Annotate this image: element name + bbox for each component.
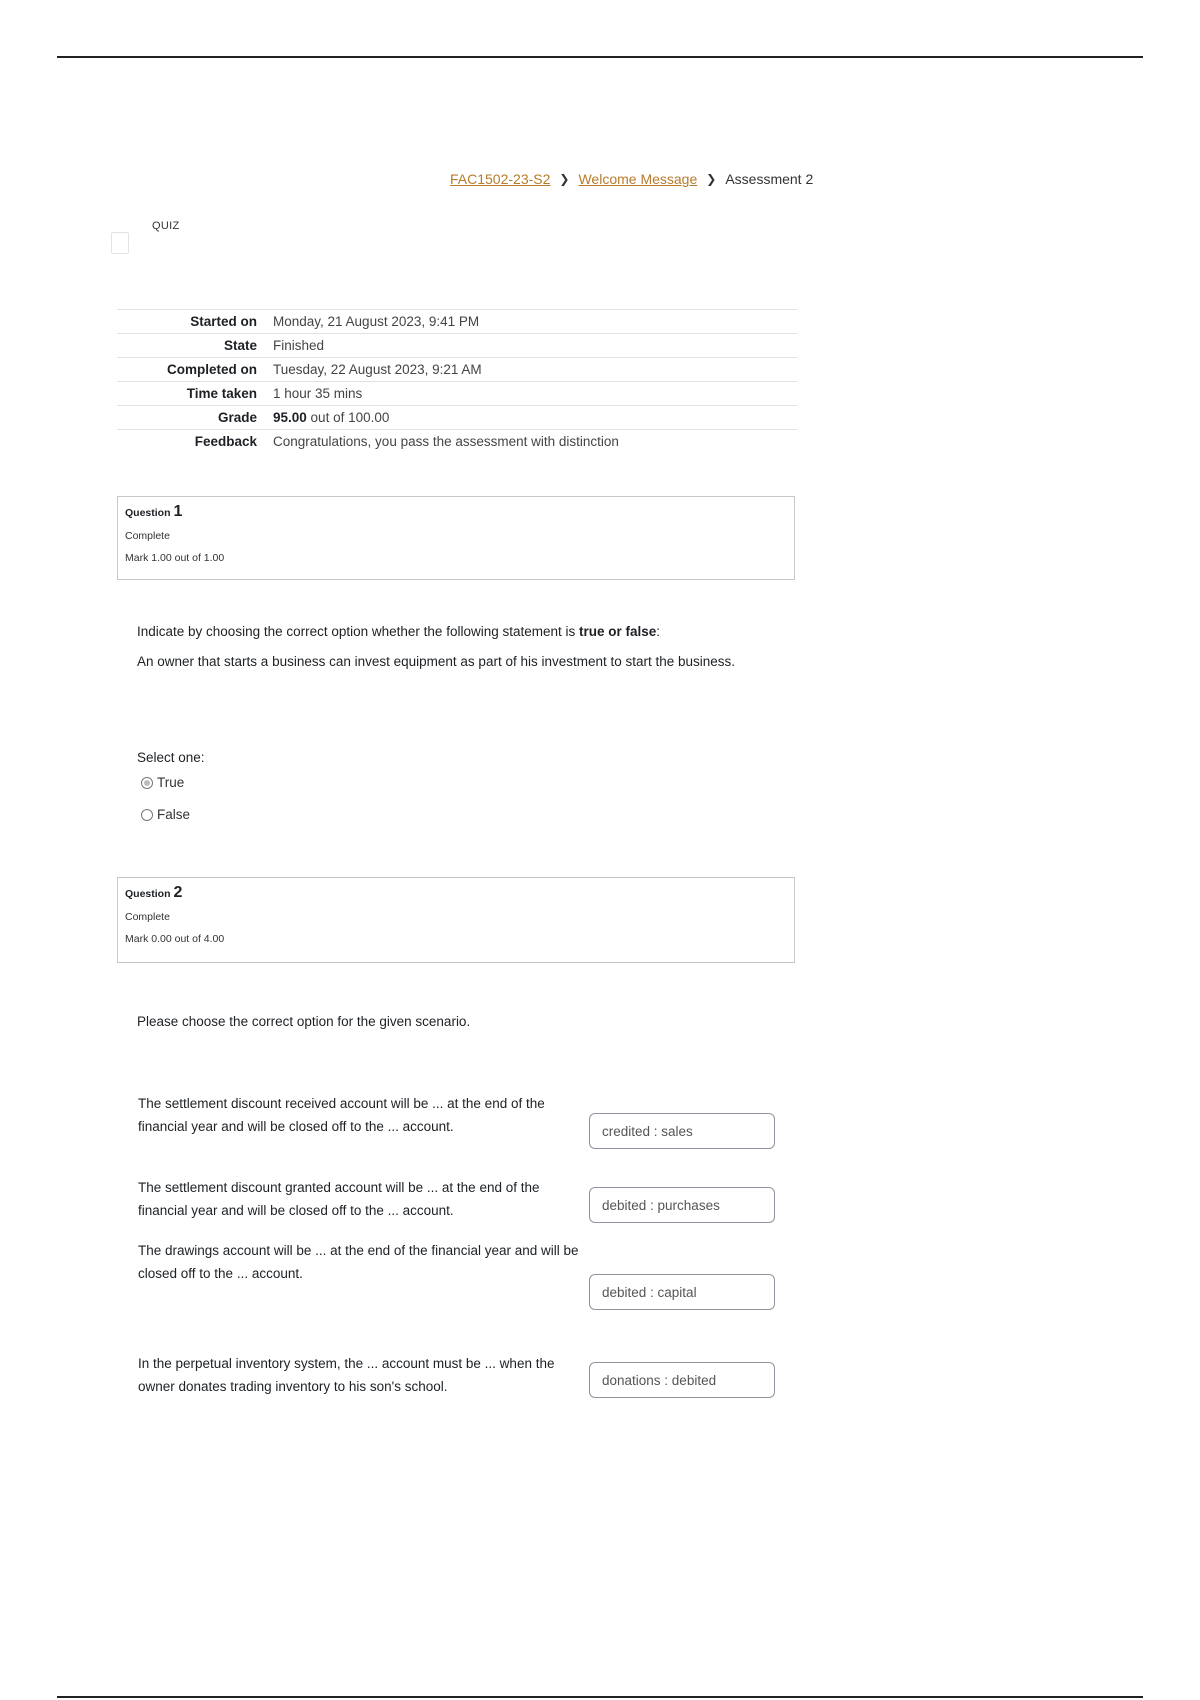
summary-label: Started on xyxy=(190,314,257,329)
attempt-summary-table xyxy=(117,309,797,453)
match-answer-select[interactable]: donations : debited xyxy=(589,1362,775,1398)
match-item-text: The drawings account will be ... at the end of the financial year and will be closed off to the ... account. xyxy=(138,1243,579,1281)
grade-suffix: out of 100.00 xyxy=(306,410,390,425)
option-label: True xyxy=(157,775,185,790)
summary-row-feedback xyxy=(117,430,797,454)
match-item-text: The settlement discount granted account will be ... at the end of the financial year and will be closed off to the ... account. xyxy=(138,1180,540,1218)
prompt-bold-text: true or false xyxy=(579,624,657,639)
option-true[interactable] xyxy=(141,775,184,790)
question-1-info xyxy=(117,496,795,580)
match-item-text: The settlement discount received account will be ... at the end of the financial year and will be closed off to the ... account. xyxy=(138,1096,545,1134)
summary-label: Time taken xyxy=(186,386,257,401)
chevron-right-icon: ❯ xyxy=(706,172,717,186)
summary-row xyxy=(117,334,797,358)
match-answer-select[interactable]: credited : sales xyxy=(589,1113,775,1149)
summary-row-grade xyxy=(117,406,797,430)
match-item-text: In the perpetual inventory system, the ... account must be ... when the owner donates trading inventory to his son's school. xyxy=(138,1356,555,1394)
radio-unchecked-icon[interactable] xyxy=(141,809,153,821)
question-number xyxy=(125,503,787,521)
question-number-value: 1 xyxy=(173,503,183,520)
grade-label: Grade xyxy=(217,410,257,425)
question-mark: Mark 1.00 out of 1.00 xyxy=(125,552,225,564)
question-number-value: 2 xyxy=(173,884,183,901)
question-label: Question xyxy=(125,888,171,900)
page-top-rule xyxy=(57,56,1143,58)
grade-value: 95.00 xyxy=(273,410,307,425)
question-1-statement: An owner that starts a business can invest equipment as part of his investment to start the business. xyxy=(137,654,736,669)
question-2-prompt: Please choose the correct option for the given scenario. xyxy=(137,1014,471,1029)
feedback-label: Feedback xyxy=(194,434,257,449)
quiz-icon xyxy=(111,232,129,254)
question-number xyxy=(125,884,787,902)
summary-value: 1 hour 35 mins xyxy=(273,386,363,401)
option-label: False xyxy=(157,807,191,822)
activity-type-label: QUIZ xyxy=(152,220,180,232)
grade-cell xyxy=(273,406,797,430)
question-label: Question xyxy=(125,507,171,519)
breadcrumb xyxy=(450,171,813,187)
breadcrumb-link-welcome[interactable]: Welcome Message xyxy=(578,171,698,187)
prompt-text: Indicate by choosing the correct option whether the following statement is xyxy=(137,624,579,639)
summary-label: State xyxy=(223,338,257,353)
breadcrumb-current: Assessment 2 xyxy=(725,171,814,187)
select-one-label: Select one: xyxy=(137,750,205,765)
question-2-info xyxy=(117,877,795,963)
question-1-prompt xyxy=(137,620,757,643)
summary-row xyxy=(117,310,797,334)
question-state: Complete xyxy=(125,911,170,923)
match-answer-select[interactable]: debited : purchases xyxy=(589,1187,775,1223)
option-false[interactable] xyxy=(141,807,190,822)
summary-row xyxy=(117,358,797,382)
page-bottom-rule xyxy=(57,1696,1143,1698)
summary-value: Monday, 21 August 2023, 9:41 PM xyxy=(273,314,480,329)
feedback-value: Congratulations, you pass the assessment with distinction xyxy=(273,434,619,449)
question-state: Complete xyxy=(125,530,170,542)
question-mark: Mark 0.00 out of 4.00 xyxy=(125,933,225,945)
radio-checked-icon[interactable] xyxy=(141,777,153,789)
match-answer-select[interactable]: debited : capital xyxy=(589,1274,775,1310)
summary-value: Finished xyxy=(273,338,325,353)
summary-label: Completed on xyxy=(167,362,257,377)
breadcrumb-link-course[interactable]: FAC1502-23-S2 xyxy=(450,171,551,187)
chevron-right-icon: ❯ xyxy=(559,172,570,186)
summary-row xyxy=(117,382,797,406)
summary-value: Tuesday, 22 August 2023, 9:21 AM xyxy=(273,362,482,377)
prompt-end-text: : xyxy=(656,624,661,639)
